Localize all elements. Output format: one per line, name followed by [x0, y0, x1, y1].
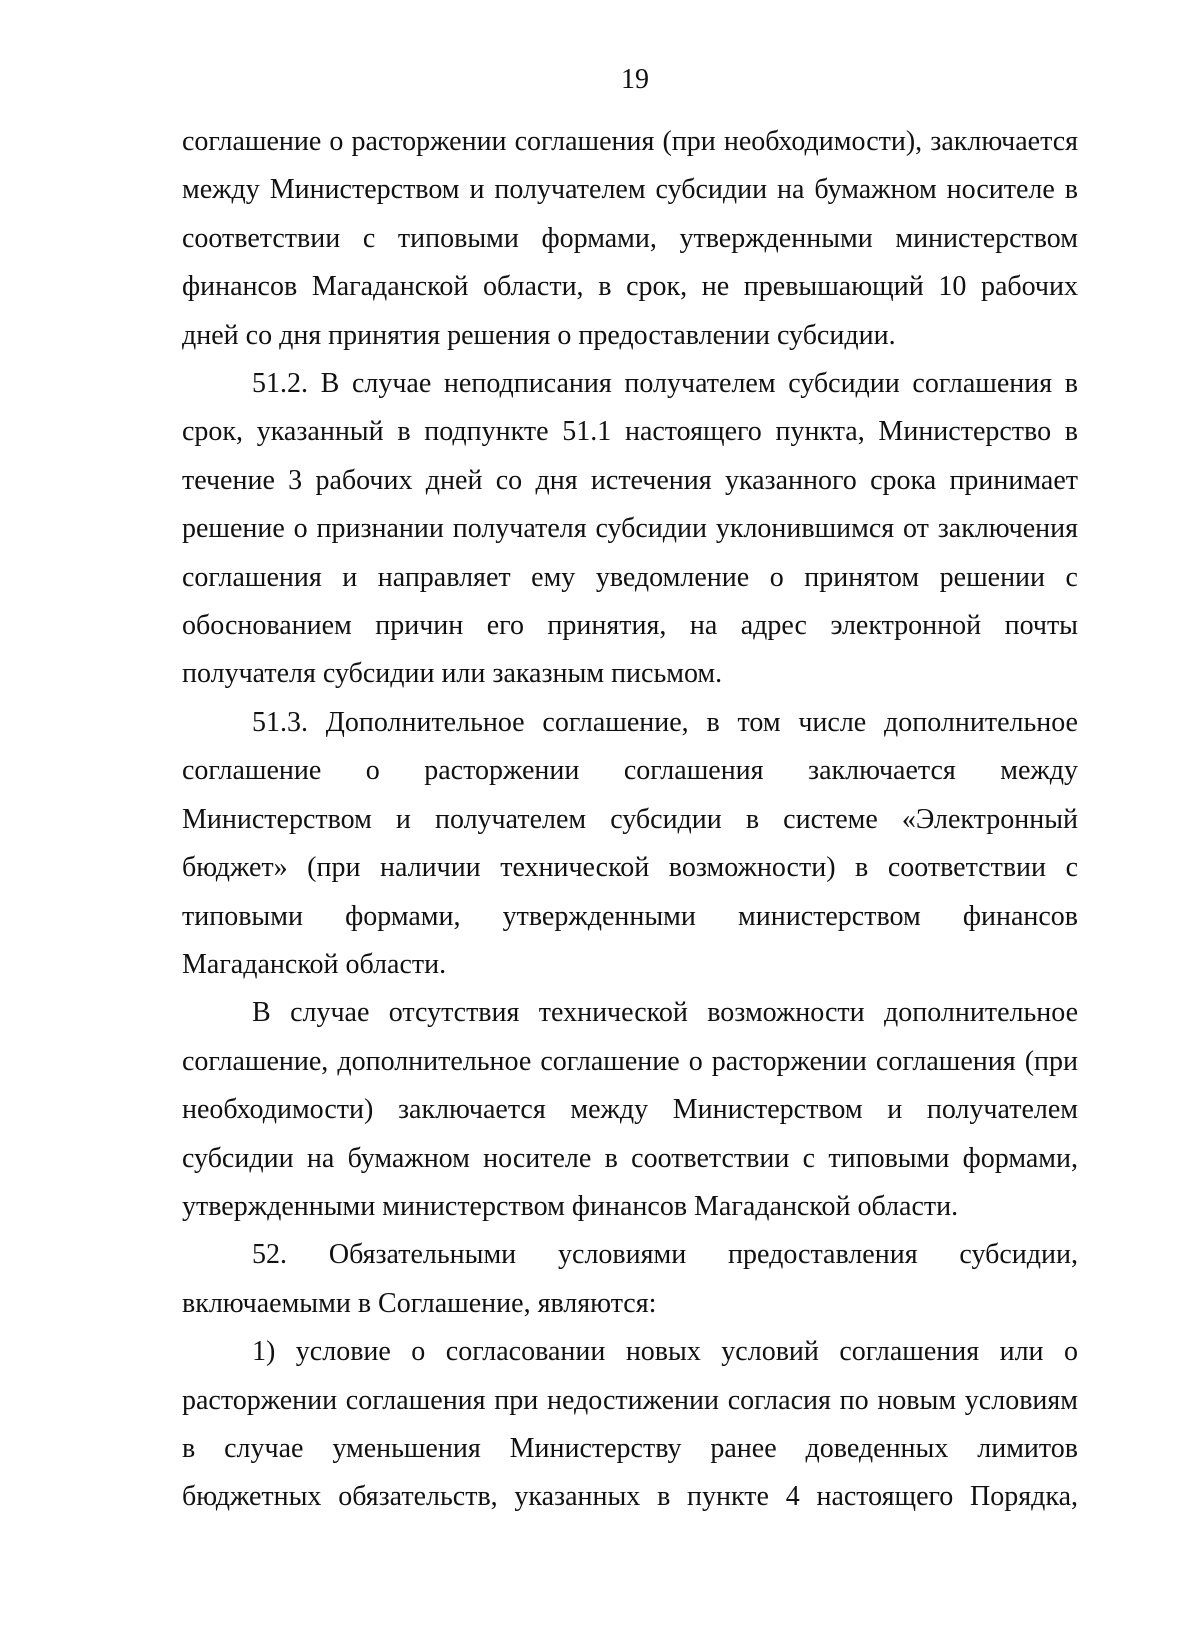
paragraph-51-3: 51.3. Дополнительное соглашение, в том числе дополнительное соглашение о расторжении соглашения заключается между Министерством и получателем субсидии в системе «Электронный бюджет» (при наличии технической возможности) в соответствии с типовыми формами, утвержденными министерством финансов Магаданской области. — [182, 706, 1078, 980]
paragraph-no-technical-possibility: В случае отсутствия технической возможности дополнительное соглашение, дополнительное соглашение о расторжении соглашения (при необходимости) заключается между Министерством и получателем субсидии на бумажном носителе в соответствии с типовыми формами, утвержденными министерством финансов Магаданской области. — [182, 997, 1078, 1222]
page-number: 19 — [621, 64, 649, 95]
paragraph-52-item-1: 1) условие о согласовании новых условий соглашения или о расторжении соглашения при недостижении согласия по новым условиям в случае уменьшения Министерству ранее доведенных лимитов бюджетных обязательств, указанных в пункте 4 настоящего Порядка, — [182, 1336, 1078, 1513]
paragraph-continuation: соглашение о расторжении соглашения (при необходимости), заключается между Министерством и получателем субсидии на бумажном носителе в соответствии с типовыми формами, утвержденными министерством финансов Магаданской области, в срок, не превышающий 10 рабочих дней со дня принятия решения о предоставлении субсидии. — [182, 126, 1078, 351]
paragraph-52: 52. Обязательными условиями предоставления субсидии, включаемыми в Соглашение, являются: — [182, 1239, 1078, 1319]
paragraph-51-2: 51.2. В случае неподписания получателем субсидии соглашения в срок, указанный в подпункте 51.1 настоящего пункта, Министерство в течение 3 рабочих дней со дня истечения указанного срока принимает решение о признании получателя субсидии уклонившимся от заключения соглашения и направляет ему уведомление о принятом решении с обоснованием причин его принятия, на адрес электронной почты получателя субсидии или заказным письмом. — [182, 368, 1078, 690]
document-body — [182, 118, 1078, 1522]
